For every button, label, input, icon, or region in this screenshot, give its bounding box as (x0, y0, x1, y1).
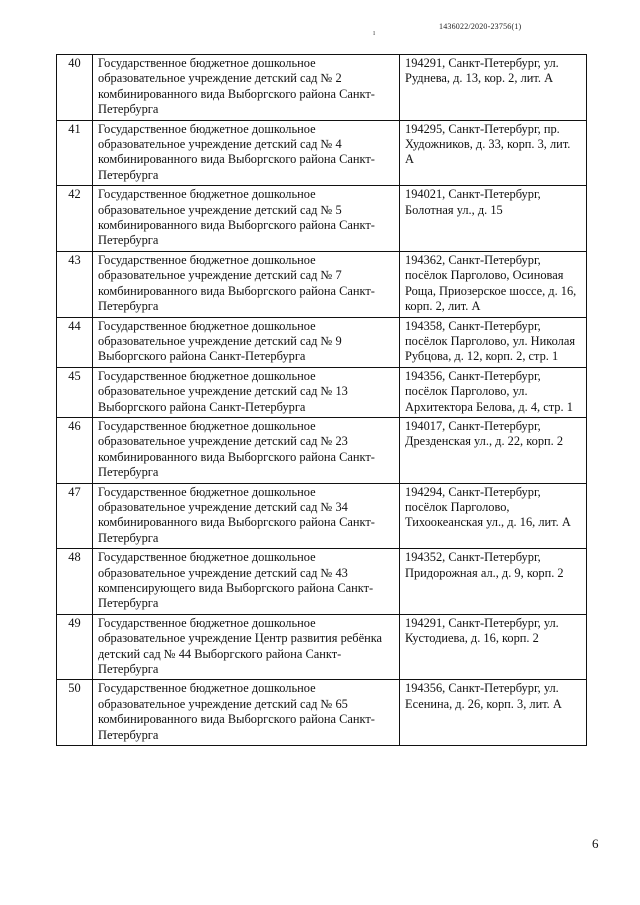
institution-address: 194021, Санкт-Петербург, Болотная ул., д. 15 (400, 186, 587, 252)
table-row (57, 614, 587, 680)
row-number: 46 (57, 417, 93, 483)
institution-address: 194017, Санкт-Петербург, Дрезденская ул., д. 22, корп. 2 (400, 417, 587, 483)
table-row (57, 55, 587, 121)
institution-address: 194291, Санкт-Петербург, ул. Кустодиева, д. 16, корп. 2 (400, 614, 587, 680)
institution-address: 194356, Санкт-Петербург, посёлок Парголово, ул. Архитектора Белова, д. 4, стр. 1 (400, 367, 587, 417)
row-number: 48 (57, 549, 93, 615)
page-number: 6 (592, 836, 599, 851)
row-number: 44 (57, 317, 93, 367)
institution-address: 194356, Санкт-Петербург, ул. Есенина, д. 26, корп. 3, лит. А (400, 680, 587, 746)
institution-name: Государственное бюджетное дошкольное образовательное учреждение детский сад № 13 Выборгского района Санкт-Петербурга (93, 367, 400, 417)
table-row (57, 186, 587, 252)
institution-address: 194362, Санкт-Петербург, посёлок Парголово, Осиновая Роща, Приозерское шоссе, д. 16, корп. 2, лит. А (400, 251, 587, 317)
table-row (57, 251, 587, 317)
row-number: 40 (57, 55, 93, 121)
institution-name: Государственное бюджетное дошкольное образовательное учреждение детский сад № 2 комбинированного вида Выборгского района Санкт-Петербурга (93, 55, 400, 121)
institution-address: 194358, Санкт-Петербург, посёлок Парголово, ул. Николая Рубцова, д. 12, корп. 2, стр. 1 (400, 317, 587, 367)
institution-name: Государственное бюджетное дошкольное образовательное учреждение детский сад № 23 комбинированного вида Выборгского района Санкт-Петербурга (93, 417, 400, 483)
row-number: 49 (57, 614, 93, 680)
institution-name: Государственное бюджетное дошкольное образовательное учреждение детский сад № 65 комбинированного вида Выборгского района Санкт-Петербурга (93, 680, 400, 746)
institution-name: Государственное бюджетное дошкольное образовательное учреждение детский сад № 9 Выборгского района Санкт-Петербурга (93, 317, 400, 367)
institution-address: 194294, Санкт-Петербург, посёлок Парголово, Тихоокеанская ул., д. 16, лит. А (400, 483, 587, 549)
row-number: 43 (57, 251, 93, 317)
institution-name: Государственное бюджетное дошкольное образовательное учреждение детский сад № 34 комбинированного вида Выборгского района Санкт-Петербурга (93, 483, 400, 549)
institution-address: 194295, Санкт-Петербург, пр. Художников, д. 33, корп. 3, лит. А (400, 120, 587, 186)
table-row (57, 483, 587, 549)
scan-mark: ı (373, 28, 376, 37)
table-row (57, 680, 587, 746)
row-number: 42 (57, 186, 93, 252)
institution-address: 194352, Санкт-Петербург, Придорожная ал., д. 9, корп. 2 (400, 549, 587, 615)
row-number: 41 (57, 120, 93, 186)
institution-name: Государственное бюджетное дошкольное образовательное учреждение детский сад № 43 компенсирующего вида Выборгского района Санкт-Петербурга (93, 549, 400, 615)
table-row (57, 417, 587, 483)
institution-name: Государственное бюджетное дошкольное образовательное учреждение детский сад № 5 комбинированного вида Выборгского района Санкт-Петербурга (93, 186, 400, 252)
table-row (57, 317, 587, 367)
kindergarten-table (56, 54, 587, 746)
institution-address: 194291, Санкт-Петербург, ул. Руднева, д. 13, кор. 2, лит. А (400, 55, 587, 121)
institution-name: Государственное бюджетное дошкольное образовательное учреждение детский сад № 7 комбинированного вида Выборгского района Санкт-Петербурга (93, 251, 400, 317)
row-number: 47 (57, 483, 93, 549)
institution-name: Государственное бюджетное дошкольное образовательное учреждение детский сад № 4 комбинированного вида Выборгского района Санкт-Петербурга (93, 120, 400, 186)
table-row (57, 120, 587, 186)
row-number: 45 (57, 367, 93, 417)
row-number: 50 (57, 680, 93, 746)
table-row (57, 367, 587, 417)
table-row (57, 549, 587, 615)
institution-name: Государственное бюджетное дошкольное образовательное учреждение Центр развития ребёнка детский сад № 44 Выборгского района Санкт-Петербурга (93, 614, 400, 680)
document-id: 1436022/2020-23756(1) (439, 22, 522, 31)
